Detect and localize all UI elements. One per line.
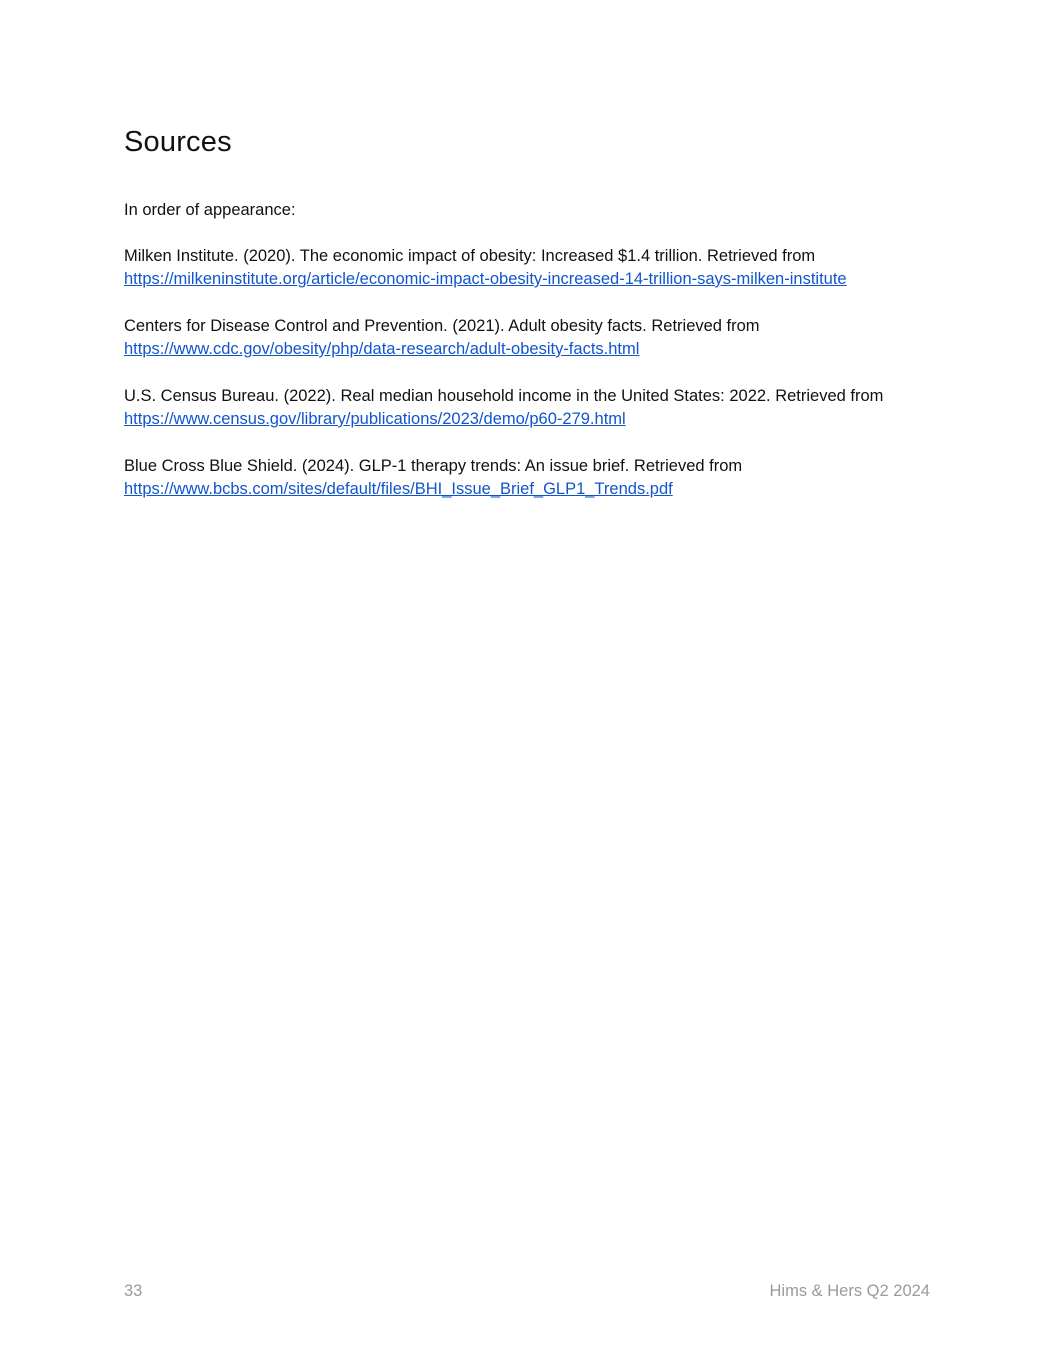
source-entry [124, 385, 932, 431]
source-link[interactable]: https://www.bcbs.com/sites/default/files/BHI_Issue_Brief_GLP1_Trends.pdf [124, 480, 673, 498]
page-footer [124, 1282, 930, 1304]
source-link[interactable]: https://milkeninstitute.org/article/economic-impact-obesity-increased-14-trillion-says-milken-institute [124, 270, 847, 288]
source-entry [124, 315, 932, 361]
sources-list [124, 245, 932, 525]
source-citation: Centers for Disease Control and Prevention. (2021). Adult obesity facts. Retrieved from [124, 317, 760, 335]
source-entry [124, 455, 932, 501]
page-number: 33 [124, 1282, 143, 1300]
source-link[interactable]: https://www.census.gov/library/publications/2023/demo/p60-279.html [124, 410, 626, 428]
source-citation: Milken Institute. (2020). The economic impact of obesity: Increased $1.4 trillion. Retrieved from [124, 247, 816, 265]
source-entry [124, 245, 932, 291]
page-title: Sources [124, 126, 232, 158]
document-label: Hims & Hers Q2 2024 [769, 1282, 930, 1300]
source-citation: Blue Cross Blue Shield. (2024). GLP-1 therapy trends: An issue brief. Retrieved from [124, 457, 743, 475]
source-link[interactable]: https://www.cdc.gov/obesity/php/data-research/adult-obesity-facts.html [124, 340, 640, 358]
source-citation: U.S. Census Bureau. (2022). Real median household income in the United States: 2022. Retrieved from [124, 387, 884, 405]
intro-text: In order of appearance: [124, 201, 296, 219]
